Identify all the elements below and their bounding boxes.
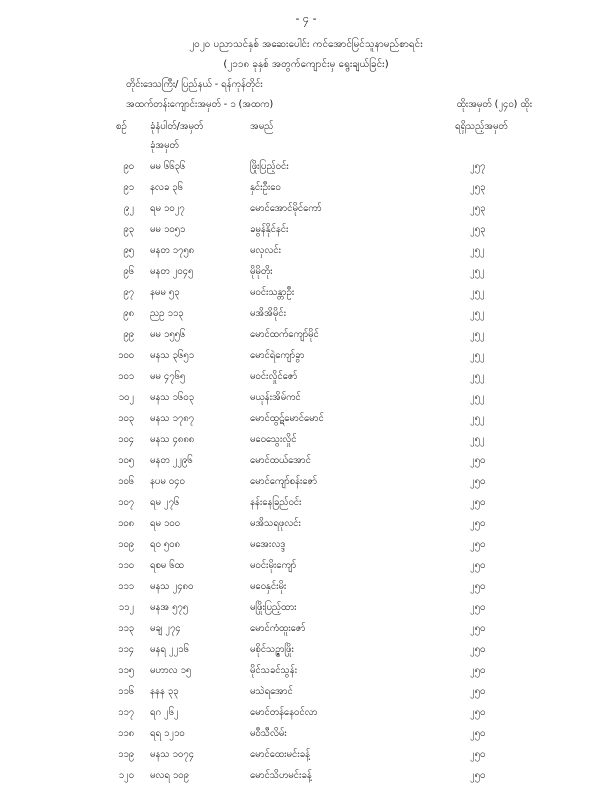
- student-name: မောင်သိဟမင်းခန့်: [250, 770, 312, 781]
- roll-number: နနန ၃၃: [150, 686, 179, 697]
- table-row: [0, 451, 612, 472]
- student-name: ခမွန်နိုင်နင်း: [250, 224, 289, 235]
- roll-number: ရစမ ၆ထ: [150, 560, 184, 571]
- score: ၂၅၃: [470, 224, 486, 235]
- table-row: [0, 241, 612, 262]
- table-row: [0, 367, 612, 388]
- row-number: ၁၁၅: [117, 665, 134, 676]
- student-name: မဝင်းလှိုင်ဇော်: [250, 371, 298, 382]
- table-row: [0, 640, 612, 661]
- score: ၂၅၂: [470, 329, 485, 340]
- score: ၂၅၀: [470, 728, 486, 739]
- table-row: [0, 304, 612, 325]
- roll-number: မလရ ၁၀၉: [150, 770, 189, 781]
- roll-number: ရမ ၁၀၀: [150, 518, 180, 529]
- page-number: - ၄ -: [295, 12, 317, 25]
- row-number: ၁၀၃: [117, 413, 134, 424]
- table-row: [0, 577, 612, 598]
- roll-number: ရမ ၂၇၆: [150, 497, 180, 508]
- roll-number: မမ ၁၀၅၁: [150, 224, 186, 235]
- row-number: ၁၀၂: [118, 392, 134, 403]
- table-row: [0, 472, 612, 493]
- row-number: ၁၀၉: [117, 539, 134, 550]
- score: ၂၅၀: [470, 707, 486, 718]
- score: ၂၅၀: [470, 770, 486, 781]
- row-number: ၁၁၈: [117, 728, 134, 739]
- row-number: ၁၀၆: [117, 476, 134, 487]
- row-number: ၁၁၃: [117, 623, 134, 634]
- student-name: မဝင်းမိုးကျော်: [250, 560, 297, 571]
- roll-number: ရဂ ၂၆၂: [150, 707, 179, 718]
- column-header-score: ရရှိသည့်အမှတ်: [455, 121, 508, 132]
- score: ၂၅၀: [470, 539, 486, 550]
- student-name: မောင်ရဲကျော်ခွာ: [250, 350, 305, 361]
- table-row: [0, 766, 612, 787]
- table-row: [0, 157, 612, 178]
- score: ၂၅၀: [470, 644, 486, 655]
- row-number: ၁၁၇: [117, 707, 134, 718]
- student-name: နှင်းဦးဝေ: [250, 182, 281, 193]
- table-row: [0, 199, 612, 220]
- student-name: မအိသရဖုလင်း: [250, 518, 301, 529]
- table-row: [0, 682, 612, 703]
- student-name: မောင်တန်နေဝင်လာ: [250, 707, 318, 718]
- score: ၂၅၀: [470, 476, 486, 487]
- table-row: [0, 430, 612, 451]
- student-name: မဖြိုးပြည့်ထား: [250, 602, 297, 613]
- student-name: မောင်ထွဋ်မောင်မောင်: [250, 413, 324, 424]
- row-number: ၁၁၂: [118, 602, 134, 613]
- roll-number: မချ ၂၇၄: [150, 623, 181, 634]
- student-name: မအေးလဒ္ဒ: [250, 539, 286, 550]
- roll-number: မမ ၆၆၃၆: [150, 161, 186, 172]
- row-number: ၉၂: [123, 203, 134, 214]
- table-row: [0, 514, 612, 535]
- table-row: [0, 703, 612, 724]
- score: ၂၅၂: [470, 287, 485, 298]
- row-number: ၁၁၉: [117, 749, 134, 760]
- table-row: [0, 388, 612, 409]
- roll-number: ရဝ ၅၀၈: [150, 539, 180, 550]
- roll-number: ရမ ၁၀၂၇: [150, 203, 185, 214]
- student-name: မောင်ကံထူးဇော်: [250, 623, 306, 634]
- table-row: [0, 283, 612, 304]
- row-number: ၁၁၁: [117, 581, 134, 592]
- roll-number: မမ ၁၅၅၆: [150, 329, 186, 340]
- score: ၂၅၃: [470, 182, 486, 193]
- document-subtitle: (၂၁၁၈ ခုနှစ် အတွက်ကျောင်းမှ ရွေးချယ်ခြင်း): [223, 59, 389, 70]
- score: ၂၅၀: [470, 560, 486, 571]
- column-header-roll-sub: ခုံအမှတ်: [150, 140, 179, 151]
- document-title: ၂၀၂၀ ပညာသင်နှစ် အဆေးပေါင်း ကင်အောင်မြင်သူနာမည်စာရင်း: [189, 39, 423, 50]
- roll-number: မနအ ၅၇၅: [150, 602, 189, 613]
- row-number: ၁၀၇: [117, 497, 134, 508]
- student-name: နန်းနေခြည်ဝင်း: [250, 497, 302, 508]
- score: ၂၅၀: [470, 497, 486, 508]
- roll-number: မနတ ၂၀၄၅: [150, 266, 194, 277]
- row-number: ၉၃: [123, 224, 134, 235]
- roll-number: မနသ ၁၆၀၃: [150, 392, 194, 403]
- row-number: ၁၀၀: [117, 350, 134, 361]
- row-number: ၁၀၅: [117, 455, 134, 466]
- student-name: မဝေသွေးလှိုင်: [250, 434, 297, 445]
- roll-number: နမမ ၅၃: [150, 287, 180, 298]
- score: ၂၅၀: [470, 581, 486, 592]
- row-number: ၁၁၄: [117, 644, 134, 655]
- student-name: မအိအိမိုင်း: [250, 308, 286, 319]
- score: ၂၅၂: [470, 308, 485, 319]
- roll-number: မနသ ၃၆၅၁: [150, 350, 194, 361]
- score: ၂၅၂: [470, 413, 485, 424]
- row-number: ၉၆: [123, 266, 134, 277]
- row-number: ၁၁၆: [117, 686, 134, 697]
- row-number: ၉၈: [123, 308, 134, 319]
- table-row: [0, 598, 612, 619]
- row-number: ၉၁: [123, 182, 134, 193]
- roll-number: မမ ၄၇၆၅: [150, 371, 186, 382]
- table-row: [0, 493, 612, 514]
- score: ၂၅၂: [470, 434, 485, 445]
- roll-number: နလခ ၃၆: [150, 182, 183, 193]
- row-number: ၁၁၀: [117, 560, 134, 571]
- score: ၂၅၂: [470, 245, 485, 256]
- score: ၂၅၀: [470, 623, 486, 634]
- row-number: ၉၉: [123, 329, 134, 340]
- table-row: [0, 346, 612, 367]
- table-row: [0, 262, 612, 283]
- score: ၂၅၀: [470, 686, 486, 697]
- score: ၂၅၇: [470, 161, 486, 172]
- table-row: [0, 724, 612, 745]
- roll-number: မနတ ၂၂၉၆: [150, 455, 193, 466]
- table-row: [0, 661, 612, 682]
- table-row: [0, 409, 612, 430]
- school-label: အထက်တန်းကျောင်းအမှတ် - ၁ (အထက): [126, 99, 274, 110]
- table-row: [0, 535, 612, 556]
- roll-number: မနသ ၁၀၇၄: [150, 749, 194, 760]
- score: ၂၅၀: [470, 665, 486, 676]
- score: ၂၅၀: [470, 455, 486, 466]
- roll-number: မနရ ၂၂၁၆: [150, 644, 189, 655]
- row-number: ၉၇: [123, 287, 134, 298]
- student-name: မယုန်းအိမ်ကင်: [250, 392, 301, 403]
- roll-number: မနတ ၁၇၅၈: [150, 245, 195, 256]
- column-header-name: အမည်: [250, 121, 274, 132]
- table-row: [0, 619, 612, 640]
- student-name: မဝီသီလိမ်း: [250, 728, 287, 739]
- score: ၂၅၂: [470, 350, 485, 361]
- row-number: ၁၀၄: [117, 434, 134, 445]
- student-name: မောင်ထယ်အောင်: [250, 455, 311, 466]
- score: ၂၅၂: [470, 266, 485, 277]
- score: ၂၅၀: [470, 602, 486, 613]
- score: ၂၅၂: [470, 371, 485, 382]
- score: ၂၅၂: [470, 392, 485, 403]
- student-name: မောင်ကျော်စန်းဇော်: [250, 476, 318, 487]
- column-header-no: စဉ်: [116, 121, 127, 132]
- roll-number: ညဥ ၁၁၃: [150, 308, 184, 319]
- row-number: ၉၅: [123, 245, 134, 256]
- score: ၂၅၀: [470, 518, 486, 529]
- roll-number: ရရ ၁၂၁၀: [150, 728, 185, 739]
- roll-number: မနသ ၂၄၈၀: [150, 581, 194, 592]
- student-name: မသဲရအောင်: [250, 686, 293, 697]
- student-name: မောင်အောင်မိုင်ကော်: [250, 203, 322, 214]
- roll-number: နပမ ၀၄၀: [150, 476, 185, 487]
- results-table: [0, 157, 612, 787]
- student-name: မောင်ထေးမင်းခန့်: [250, 749, 310, 760]
- score: ၂၅၃: [470, 203, 486, 214]
- row-number: ၁၂၀: [118, 770, 134, 781]
- region-label: တိုင်းဒေသကြီး/ ပြည်နယ် - ရန်ကုန်တိုင်း: [126, 79, 263, 90]
- table-row: [0, 745, 612, 766]
- row-number: ၁၀၈: [117, 518, 134, 529]
- student-name: မလှလင်း: [250, 245, 281, 256]
- table-row: [0, 556, 612, 577]
- score-label: ထိုးအမှတ် (၂၄၀) ထိုး: [456, 99, 532, 110]
- row-number: ၉၀: [123, 161, 134, 172]
- student-name: မဝင်းသန္တာဦး: [250, 287, 295, 298]
- student-name: မိုင်သခင်သွန်း: [250, 665, 298, 676]
- table-row: [0, 220, 612, 241]
- score: ၂၅၀: [470, 749, 486, 760]
- student-name: မောင်ထက်ကျော်မိုင်: [250, 329, 319, 340]
- student-name: မိုမိုတိုး: [250, 266, 273, 277]
- row-number: ၁၀၁: [117, 371, 134, 382]
- column-header-roll: ခုံနံပါတ်/အမှတ်: [150, 121, 204, 132]
- roll-number: မဟာလ ၁၅: [150, 665, 192, 676]
- student-name: ဖြိုးပြည့်ဝင်း: [250, 161, 289, 172]
- student-name: မဝေနှင်းမိုး: [250, 581, 287, 592]
- roll-number: မနသ ၁၇၈၇: [150, 413, 195, 424]
- table-row: [0, 325, 612, 346]
- student-name: မစိုင်သဉ္ဇာဖြိုး: [250, 644, 294, 655]
- roll-number: မနသ ၄၈၈၈: [150, 434, 195, 445]
- table-row: [0, 178, 612, 199]
